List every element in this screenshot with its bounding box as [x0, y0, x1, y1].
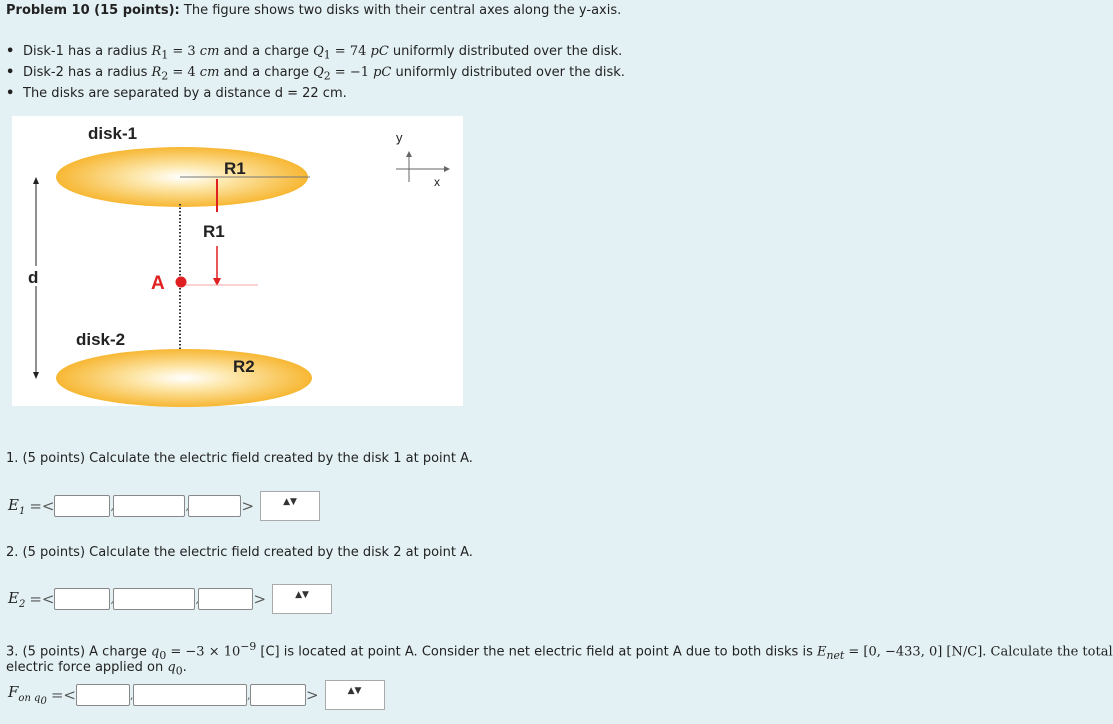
force-z-input[interactable] [250, 684, 306, 706]
r1-mid-label: R1 [203, 222, 225, 241]
disk2-label: disk-2 [76, 330, 126, 349]
e2-unit-select[interactable] [272, 584, 332, 614]
close-bracket: > [305, 686, 319, 704]
given-distance: • The disks are separated by a distance d = 22 cm. [6, 86, 347, 101]
close-bracket: > [241, 497, 255, 515]
question-2: 2. (5 points) Calculate the electric field created by the disk 2 at point A. [6, 545, 473, 560]
given-list [6, 41, 625, 104]
answer-row-force: $F_{on q_0}$ =< , , > ▲▼ [8, 680, 385, 710]
disk1-radius-label: R1 [224, 159, 246, 178]
question-3-line2: electric force applied on $q_0$. [6, 660, 187, 678]
e1-x-input[interactable] [54, 495, 110, 517]
given-disk2: • Disk-2 has a radius $R_2 = 4$ cm and a charge $Q_2 = -1$ pC uniformly distributed over the disk. [6, 65, 625, 83]
open-bracket: =< [29, 497, 55, 515]
select-arrows-icon: ▲▼ [347, 686, 362, 696]
force-x-input[interactable] [76, 684, 130, 706]
x-axis-arrow [444, 166, 450, 172]
disk2-radius-label: R2 [233, 357, 255, 376]
disk2-shape [56, 349, 312, 407]
question-3: 3. (5 points) A charge $q_0 = -3 \times 10^{-9}$ [C] is located at point A. Consider the net electric field at point A due to both disks is $E_{net} = [0$, −433, 0] [N/C]. Calculate the total [6, 640, 1113, 662]
x-axis-label: x [434, 175, 440, 189]
given-disk1: • Disk-1 has a radius $R_1 = 3$ cm and a charge $Q_1 = 74$ pC uniformly distributed over the disk. [6, 44, 623, 62]
problem-statement: The figure shows two disks with their central axes along the y-axis. [183, 3, 622, 18]
open-bracket: =< [50, 686, 76, 704]
e1-symbol: $E_1$ [8, 495, 26, 517]
disk-figure [12, 116, 463, 406]
open-bracket: =< [29, 590, 55, 608]
problem-title [6, 3, 621, 18]
distance-label: d [28, 268, 39, 287]
force-y-input[interactable] [133, 684, 247, 706]
answer-row-e1: $E_1$ =< , , > ▲▼ [8, 491, 320, 521]
e2-y-input[interactable] [113, 588, 195, 610]
problem-heading: Problem 10 (15 points): [6, 3, 180, 18]
close-bracket: > [253, 590, 267, 608]
select-arrows-icon: ▲▼ [283, 497, 297, 507]
distance-arrow-bottom [33, 372, 39, 379]
e2-z-input[interactable] [198, 588, 253, 610]
e2-symbol: $E_2$ [8, 588, 26, 610]
y-axis-label: y [396, 130, 403, 145]
distance-arrow-top [33, 177, 39, 184]
point-a-marker [176, 277, 187, 288]
force-symbol: $F_{on q_0}$ [8, 683, 47, 707]
select-arrows-icon: ▲▼ [295, 590, 309, 600]
point-a-label: A [151, 273, 165, 294]
e2-x-input[interactable] [54, 588, 110, 610]
e1-z-input[interactable] [188, 495, 241, 517]
e1-y-input[interactable] [113, 495, 185, 517]
force-unit-select[interactable] [325, 680, 385, 710]
question-1: 1. (5 points) Calculate the electric field created by the disk 1 at point A. [6, 451, 473, 466]
answer-row-e2: $E_2$ =< , , > ▲▼ [8, 584, 332, 614]
figure-svg [12, 116, 463, 406]
y-axis-arrow [406, 151, 412, 157]
disk1-label: disk-1 [88, 124, 138, 143]
e1-unit-select[interactable] [260, 491, 320, 521]
